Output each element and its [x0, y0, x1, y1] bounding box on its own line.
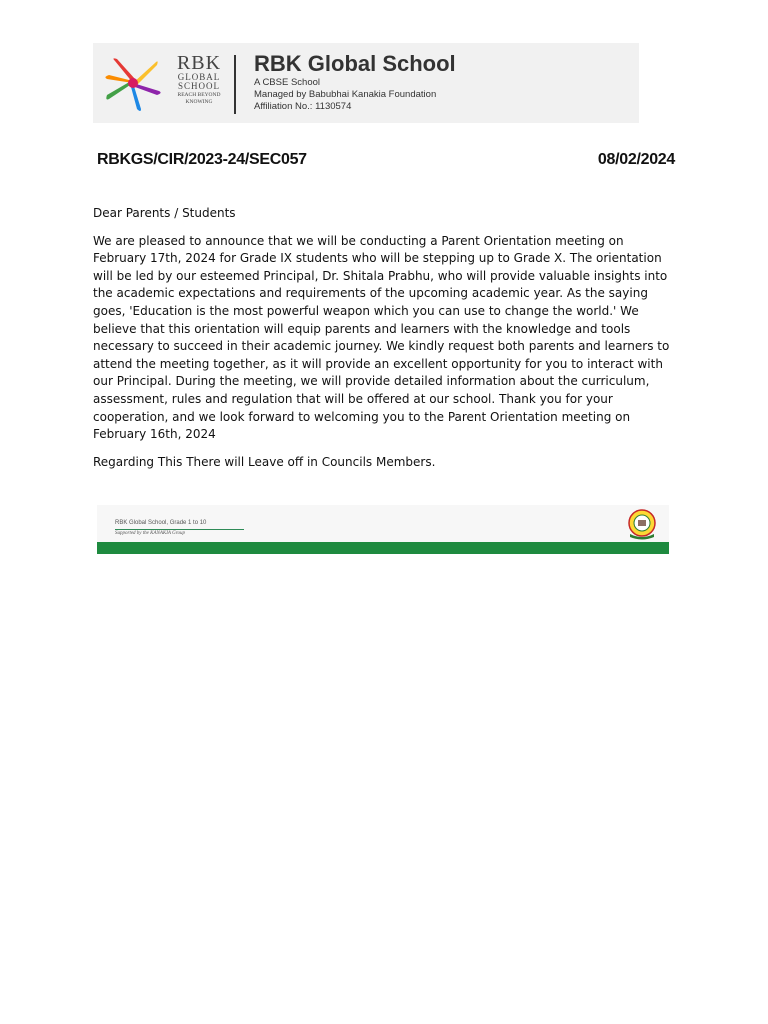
closing-line: Regarding This There will Leave off in Councils Members. [93, 454, 436, 469]
logo-tagline-1: REACH BEYOND [177, 92, 221, 98]
logo-school: SCHOOL [177, 81, 220, 91]
school-name: RBK Global School [254, 51, 456, 76]
logo-rbk: RBK [176, 52, 222, 74]
announcement-paragraph: We are pleased to announce that we will be conducting a Parent Orientation meeting on February 17th, 2024 for Grade IX students who will be stepping up to Grade X. The orientation will be led by our esteemed Principal, Dr. Shitala Prabhu, who will provide valuable insights into the academic expectations and requirements of the upcoming academic year. As the saying goes, 'Education is the most powerful weapon which you can use to change the world.' We believe that this orientation will equip parents and learners with the knowledge and tools necessary to succeed in their academic journey. We kindly request both parents and learners to attend the meeting together, as it will provide an excellent opportunity for you to interact with our Principal. During the meeting, we will provide detailed information about the curriculum, assessment, rules and regulation that will be offered at our school. Thank you for your cooperation, and we look forward to welcoming you to the Parent Orientation meeting on February 16th, 2024 [93, 233, 670, 442]
logo-global: GLOBAL [177, 72, 221, 82]
logo-wordmark [169, 53, 229, 105]
school-affiliation: Affiliation No.: 1130574 [254, 101, 352, 112]
school-logo-icon [101, 53, 165, 113]
school-seal-icon [624, 508, 660, 540]
logo-tagline-2: KNOWING [185, 99, 213, 105]
circular-date: 08/02/2024 [597, 151, 675, 168]
school-header-banner [93, 43, 639, 123]
footer-rule [115, 529, 244, 530]
circular-reference: RBKGS/CIR/2023-24/SEC057 [97, 151, 307, 168]
footer-school-grades: RBK Global School, Grade 1 to 10 [115, 520, 207, 526]
footer-banner [97, 505, 669, 554]
letter-body [93, 205, 671, 471]
school-board: A CBSE School [254, 77, 321, 88]
school-management: Managed by Babubhai Kanakia Foundation [254, 89, 437, 100]
salutation: Dear Parents / Students [93, 206, 236, 220]
header-divider [234, 55, 236, 114]
footer-supported-by: Supported by the KANAKIA Group [115, 531, 185, 536]
footer-green-bar [97, 542, 669, 554]
